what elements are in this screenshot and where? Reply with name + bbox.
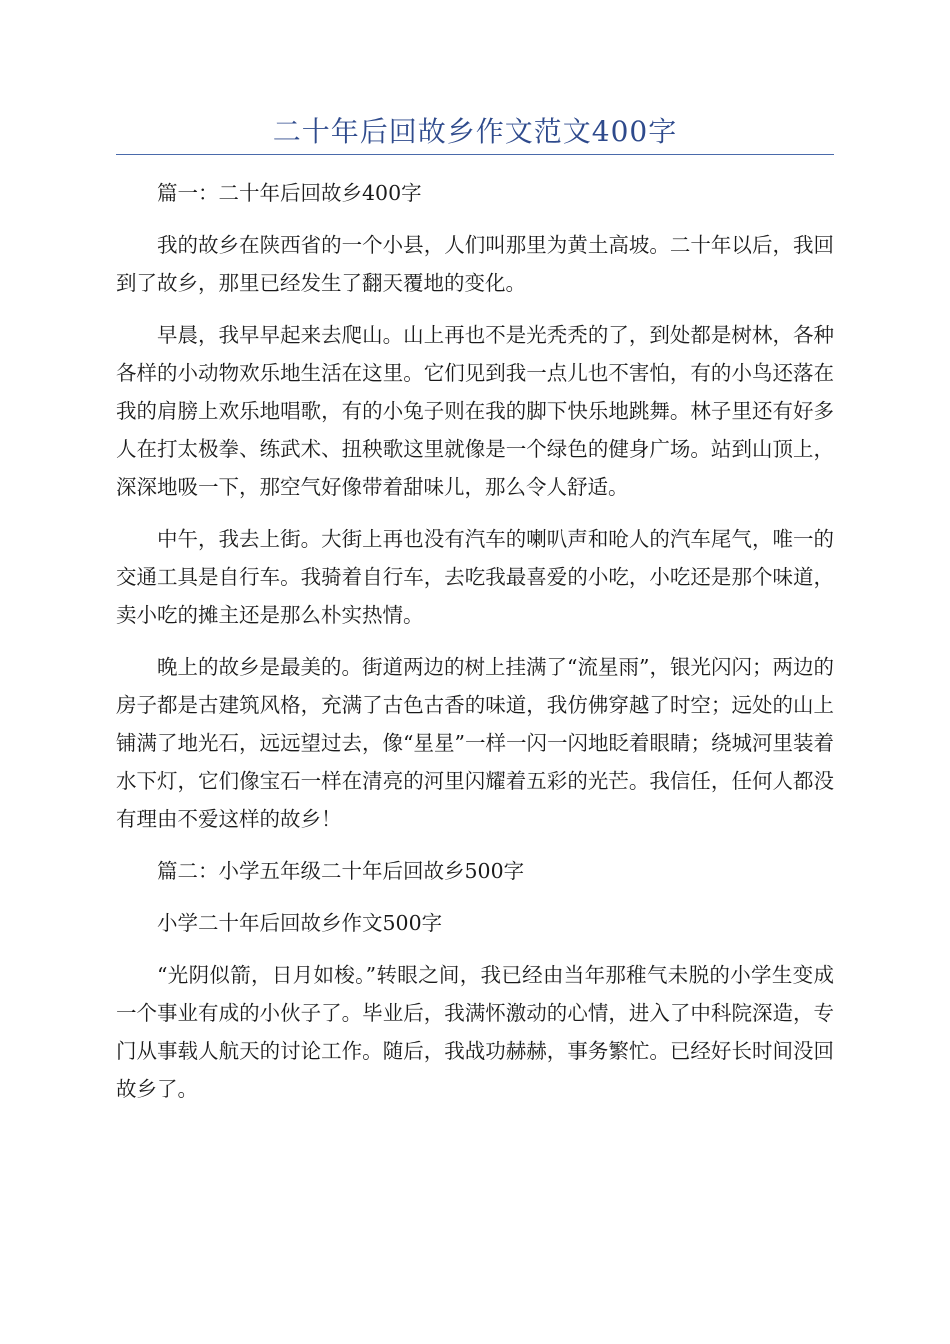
paragraph: 早晨，我早早起来去爬山。山上再也不是光秃秃的了，到处都是树林，各种各样的小动物欢乐地生活在这里。它们见到我一点儿也不害怕，有的小鸟还落在我的肩膀上欢乐地唱歌，有的小兔子则在我的脚下快乐地跳舞。林子里还有好多人在打太极拳、练武术、扭秧歌这里就像是一个绿色的健身广场。站到山顶上，深深地吸一下，那空气好像带着甜味儿，那么令人舒适。 xyxy=(116,323,834,499)
document-body xyxy=(116,174,834,1122)
paragraph: “光阴似箭，日月如梭。”转眼之间，我已经由当年那稚气未脱的小学生变成一个事业有成的小伙子了。毕业后，我满怀激动的心情，进入了中科院深造，专门从事载人航天的讨论工作。随后，我战功赫赫，事务繁忙。已经好长时间没回故乡了。 xyxy=(116,963,834,1101)
title-underline xyxy=(116,154,834,155)
paragraph: 晚上的故乡是最美的。街道两边的树上挂满了“流星雨”，银光闪闪；两边的房子都是古建筑风格，充满了古色古香的味道，我仿佛穿越了时空；远处的山上铺满了地光石，远远望过去，像“星星”一样一闪一闪地眨着眼睛；绕城河里装着水下灯，它们像宝石一样在清亮的河里闪耀着五彩的光芒。我信任，任何人都没有理由不爱这样的故乡！ xyxy=(116,655,834,831)
section-heading-2: 篇二：小学五年级二十年后回故乡500字 xyxy=(157,859,525,883)
subheading: 小学二十年后回故乡作文500字 xyxy=(157,911,443,935)
paragraph: 中午，我去上街。大街上再也没有汽车的喇叭声和呛人的汽车尾气，唯一的交通工具是自行车。我骑着自行车，去吃我最喜爱的小吃，小吃还是那个味道，卖小吃的摊主还是那么朴实热情。 xyxy=(116,527,834,627)
paragraph: 我的故乡在陕西省的一个小县，人们叫那里为黄土高坡。二十年以后，我回到了故乡，那里已经发生了翻天覆地的变化。 xyxy=(116,233,834,295)
document-title: 二十年后回故乡作文范文400字 xyxy=(272,115,678,148)
section-heading-1: 篇一：二十年后回故乡400字 xyxy=(157,181,422,205)
